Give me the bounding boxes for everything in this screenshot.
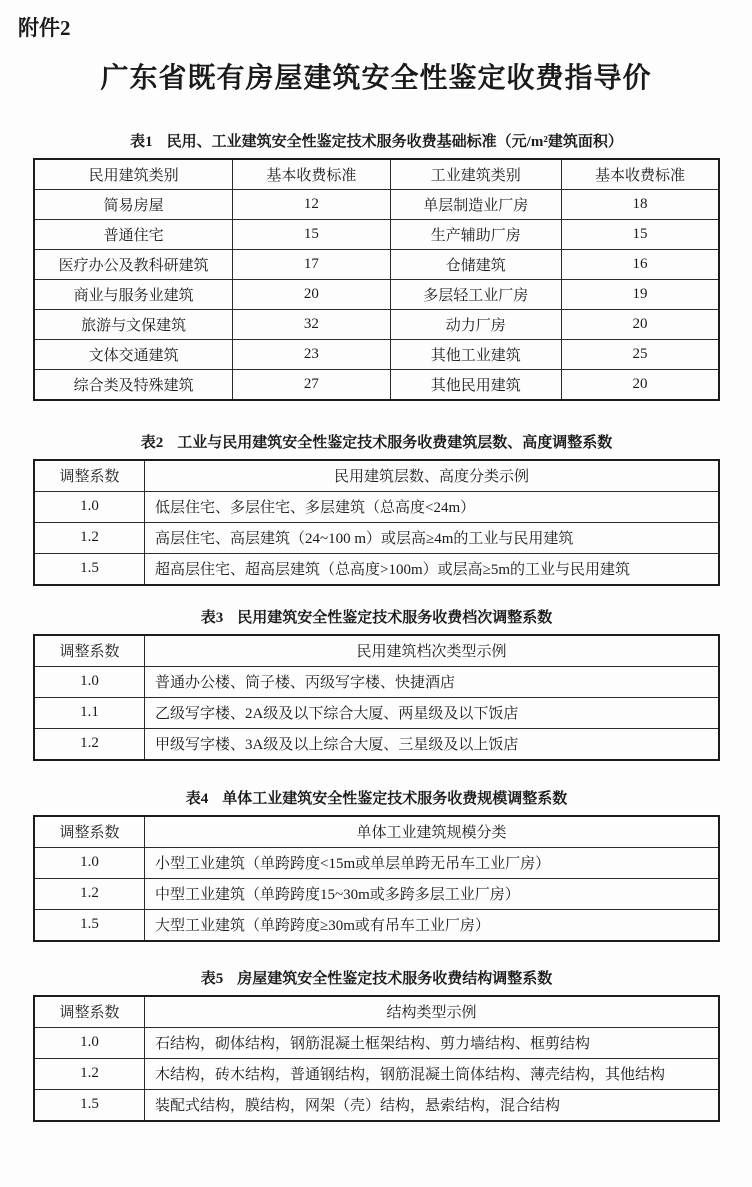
civil-fee-cell: 23 xyxy=(233,339,391,369)
description-cell: 中型工业建筑（单跨跨度15~30m或多跨多层工业厂房） xyxy=(145,878,720,909)
table4-caption-number: 表4 xyxy=(185,790,209,807)
table1-basic-fee-standards xyxy=(33,158,720,401)
column-header: 基本收费标准 xyxy=(233,159,391,190)
description-cell: 超高层住宅、超高层建筑（总高度>100m）或层高≥5m的工业与民用建筑 xyxy=(145,553,720,585)
coefficient-cell: 1.2 xyxy=(34,1058,145,1089)
column-header: 调整系数 xyxy=(34,460,145,492)
industrial-fee-cell: 20 xyxy=(561,369,719,400)
table1-caption-text: 民用、工业建筑安全性鉴定技术服务收费基础标准（元/m²建筑面积） xyxy=(166,133,623,150)
table-row xyxy=(34,309,719,339)
table5-structure-adjustment-coefficients xyxy=(33,995,720,1122)
civil-category-cell: 综合类及特殊建筑 xyxy=(34,369,233,400)
table-row xyxy=(34,728,719,760)
table4-caption xyxy=(33,789,720,809)
column-header: 调整系数 xyxy=(34,816,145,848)
description-cell: 乙级写字楼、2A级及以下综合大厦、两星级及以下饭店 xyxy=(145,697,720,728)
industrial-fee-cell: 16 xyxy=(561,249,719,279)
table4-scale-adjustment-coefficients xyxy=(33,815,720,942)
table-row xyxy=(34,909,719,941)
table-row xyxy=(34,249,719,279)
column-header: 调整系数 xyxy=(34,635,145,667)
coefficient-cell: 1.5 xyxy=(34,1089,145,1121)
table2-caption xyxy=(33,433,720,453)
table-row xyxy=(34,666,719,697)
table-header-row xyxy=(34,816,719,848)
table-row xyxy=(34,847,719,878)
coefficient-cell: 1.5 xyxy=(34,553,145,585)
table5-caption xyxy=(33,969,720,989)
table5-caption-text: 房屋建筑安全性鉴定技术服务收费结构调整系数 xyxy=(237,970,553,987)
description-cell: 木结构，砖木结构，普通钢结构，钢筋混凝土筒体结构、薄壳结构，其他结构 xyxy=(145,1058,720,1089)
table-row xyxy=(34,1058,719,1089)
coefficient-cell: 1.2 xyxy=(34,522,145,553)
table-row xyxy=(34,279,719,309)
column-header: 工业建筑类别 xyxy=(390,159,561,190)
column-header: 结构类型示例 xyxy=(145,996,720,1028)
coefficient-cell: 1.0 xyxy=(34,491,145,522)
table2-caption-number: 表2 xyxy=(140,434,164,451)
civil-category-cell: 医疗办公及教科研建筑 xyxy=(34,249,233,279)
description-cell: 甲级写字楼、3A级及以上综合大厦、三星级及以上饭店 xyxy=(145,728,720,760)
table-row xyxy=(34,339,719,369)
column-header: 调整系数 xyxy=(34,996,145,1028)
civil-category-cell: 简易房屋 xyxy=(34,189,233,219)
column-header: 民用建筑类别 xyxy=(34,159,233,190)
table3-caption-text: 民用建筑安全性鉴定技术服务收费档次调整系数 xyxy=(237,609,553,626)
table4-caption-text: 单体工业建筑安全性鉴定技术服务收费规模调整系数 xyxy=(222,790,568,807)
description-cell: 小型工业建筑（单跨跨度<15m或单层单跨无吊车工业厂房） xyxy=(145,847,720,878)
table-row xyxy=(34,553,719,585)
industrial-fee-cell: 18 xyxy=(561,189,719,219)
table-row xyxy=(34,1089,719,1121)
table-header-row xyxy=(34,460,719,492)
table1-caption-number: 表1 xyxy=(130,133,153,150)
civil-category-cell: 商业与服务业建筑 xyxy=(34,279,233,309)
industrial-fee-cell: 15 xyxy=(561,219,719,249)
coefficient-cell: 1.5 xyxy=(34,909,145,941)
table3-caption xyxy=(33,608,720,628)
table-row xyxy=(34,491,719,522)
table3-grade-adjustment-coefficients xyxy=(33,634,720,761)
description-cell: 石结构，砌体结构，钢筋混凝土框架结构、剪力墙结构、框剪结构 xyxy=(145,1027,720,1058)
table-header-row xyxy=(34,159,719,190)
civil-fee-cell: 15 xyxy=(233,219,391,249)
coefficient-cell: 1.0 xyxy=(34,1027,145,1058)
industrial-category-cell: 其他工业建筑 xyxy=(390,339,561,369)
column-header: 基本收费标准 xyxy=(561,159,719,190)
table2-height-adjustment-coefficients xyxy=(33,459,720,586)
column-header: 单体工业建筑规模分类 xyxy=(145,816,720,848)
industrial-category-cell: 单层制造业厂房 xyxy=(390,189,561,219)
table-row xyxy=(34,878,719,909)
civil-fee-cell: 20 xyxy=(233,279,391,309)
coefficient-cell: 1.0 xyxy=(34,666,145,697)
civil-fee-cell: 17 xyxy=(233,249,391,279)
industrial-fee-cell: 25 xyxy=(561,339,719,369)
table1-caption xyxy=(33,132,720,152)
civil-fee-cell: 27 xyxy=(233,369,391,400)
table-header-row xyxy=(34,635,719,667)
civil-fee-cell: 32 xyxy=(233,309,391,339)
industrial-category-cell: 其他民用建筑 xyxy=(390,369,561,400)
table-row xyxy=(34,1027,719,1058)
table5-caption-number: 表5 xyxy=(200,970,224,987)
table-row xyxy=(34,697,719,728)
coefficient-cell: 1.1 xyxy=(34,697,145,728)
industrial-category-cell: 仓储建筑 xyxy=(390,249,561,279)
civil-fee-cell: 12 xyxy=(233,189,391,219)
table-row xyxy=(34,369,719,400)
table2-caption-text: 工业与民用建筑安全性鉴定技术服务收费建筑层数、高度调整系数 xyxy=(177,434,613,451)
coefficient-cell: 1.0 xyxy=(34,847,145,878)
description-cell: 装配式结构，膜结构，网架（壳）结构，悬索结构，混合结构 xyxy=(145,1089,720,1121)
industrial-fee-cell: 19 xyxy=(561,279,719,309)
industrial-fee-cell: 20 xyxy=(561,309,719,339)
industrial-category-cell: 动力厂房 xyxy=(390,309,561,339)
description-cell: 高层住宅、高层建筑（24~100 m）或层高≥4m的工业与民用建筑 xyxy=(145,522,720,553)
civil-category-cell: 文体交通建筑 xyxy=(34,339,233,369)
table-row xyxy=(34,219,719,249)
table-header-row xyxy=(34,996,719,1028)
description-cell: 普通办公楼、筒子楼、丙级写字楼、快捷酒店 xyxy=(145,666,720,697)
civil-category-cell: 普通住宅 xyxy=(34,219,233,249)
description-cell: 低层住宅、多层住宅、多层建筑（总高度<24m） xyxy=(145,491,720,522)
document-content xyxy=(33,132,720,1122)
industrial-category-cell: 生产辅助厂房 xyxy=(390,219,561,249)
page-title: 广东省既有房屋建筑安全性鉴定收费指导价 xyxy=(100,63,652,95)
civil-category-cell: 旅游与文保建筑 xyxy=(34,309,233,339)
table-row xyxy=(34,189,719,219)
description-cell: 大型工业建筑（单跨跨度≥30m或有吊车工业厂房） xyxy=(145,909,720,941)
attachment-label: 附件2 xyxy=(18,16,71,40)
table3-caption-number: 表3 xyxy=(200,609,224,626)
column-header: 民用建筑档次类型示例 xyxy=(145,635,720,667)
column-header: 民用建筑层数、高度分类示例 xyxy=(145,460,720,492)
coefficient-cell: 1.2 xyxy=(34,728,145,760)
industrial-category-cell: 多层轻工业厂房 xyxy=(390,279,561,309)
coefficient-cell: 1.2 xyxy=(34,878,145,909)
table-row xyxy=(34,522,719,553)
